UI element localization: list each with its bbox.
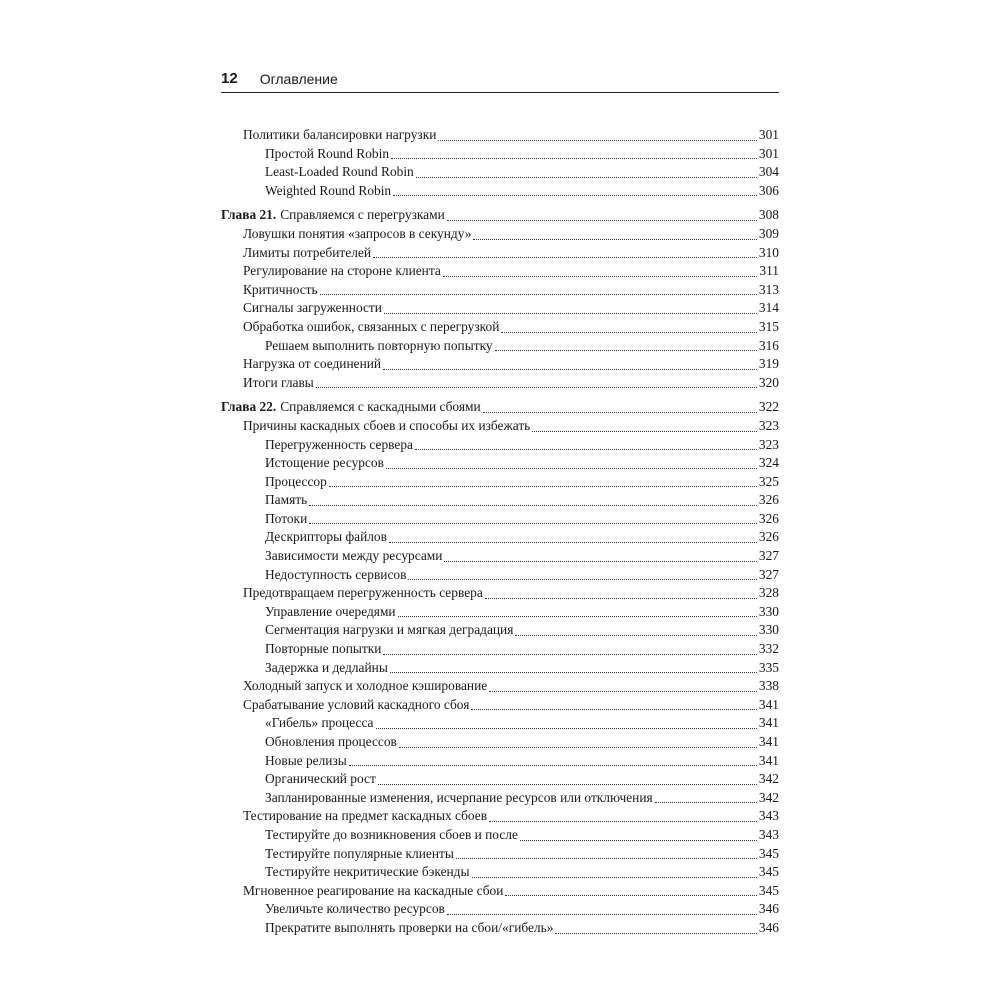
dot-leader: [383, 654, 756, 655]
toc-entry-title: Ловушки понятия «запросов в секунду»: [243, 225, 472, 241]
toc-entry-title: Управление очередями: [265, 603, 396, 619]
toc-entry-page: 324: [758, 455, 779, 471]
dot-leader: [505, 895, 757, 896]
toc-entry-page: 346: [758, 919, 779, 935]
toc-entry-page: 343: [758, 826, 779, 842]
toc-entry-title: Потоки: [265, 510, 308, 526]
dot-leader: [515, 635, 757, 636]
toc-entry-title: Истощение ресурсов: [265, 455, 384, 471]
toc-entry: [221, 547, 779, 566]
dot-leader: [456, 858, 757, 859]
toc-entry-page: 326: [758, 510, 779, 526]
toc-chapter-entry: [221, 206, 779, 225]
dot-leader: [495, 350, 757, 351]
toc-entry-title: Недоступность сервисов: [265, 566, 407, 582]
toc-entry-page: 335: [758, 659, 779, 675]
dot-leader: [393, 195, 757, 196]
dot-leader: [399, 747, 757, 748]
dot-leader: [438, 140, 757, 141]
dot-leader: [373, 257, 757, 258]
toc-entry: [221, 807, 779, 826]
chapter-label: Глава 21.: [221, 207, 277, 223]
toc-entry: [221, 436, 779, 455]
running-title: Оглавление: [259, 71, 338, 87]
dot-leader: [501, 332, 757, 333]
toc-entry: [221, 528, 779, 547]
toc-entry: [221, 244, 779, 263]
toc-entry-page: 346: [758, 901, 779, 917]
toc-entry-title: «Гибель» процесса: [265, 715, 374, 731]
dot-leader: [416, 177, 757, 178]
toc-entry: [221, 374, 779, 393]
table-of-contents: [221, 126, 779, 938]
toc-entry-title: Weighted Round Robin: [265, 182, 392, 198]
dot-leader: [408, 579, 757, 580]
toc-entry: [221, 919, 779, 938]
toc-entry-page: 308: [758, 207, 779, 223]
toc-entry-title: Увеличьте количество ресурсов: [265, 901, 445, 917]
toc-entry: [221, 714, 779, 733]
toc-entry-page: 341: [758, 696, 779, 712]
dot-leader: [485, 598, 757, 599]
toc-entry: [221, 566, 779, 585]
dot-leader: [655, 802, 757, 803]
toc-entry-title: Тестируйте некритические бэкенды: [265, 864, 470, 880]
toc-entry-title: Least-Loaded Round Robin: [265, 164, 414, 180]
toc-entry: [221, 182, 779, 201]
toc-entry: [221, 770, 779, 789]
toc-entry-title: Лимиты потребителей: [243, 244, 371, 260]
toc-entry: [221, 696, 779, 715]
toc-entry-title: Запланированные изменения, исчерпание ресурсов или отключения: [265, 789, 653, 805]
toc-entry-page: 315: [758, 318, 779, 334]
toc-entry-title: Органический рост: [265, 771, 376, 787]
toc-entry-page: 341: [758, 752, 779, 768]
toc-entry-page: 304: [758, 164, 779, 180]
toc-entry-title: Предотвращаем перегруженность сервера: [243, 585, 483, 601]
toc-entry-title: Обработка ошибок, связанных с перегрузкой: [243, 318, 500, 334]
toc-entry: [221, 126, 779, 145]
toc-entry-title: Прекратите выполнять проверки на сбои/«гибель»: [265, 919, 554, 935]
dot-leader: [483, 412, 757, 413]
dot-leader: [444, 561, 756, 562]
dot-leader: [383, 369, 757, 370]
toc-entry-page: 323: [758, 436, 779, 452]
toc-entry: [221, 337, 779, 356]
dot-leader: [376, 728, 757, 729]
toc-entry-page: 327: [758, 566, 779, 582]
toc-entry-title: Перегруженность сервера: [265, 436, 413, 452]
dot-leader: [489, 821, 757, 822]
page-number: 12: [221, 70, 238, 87]
dot-leader: [447, 220, 757, 221]
toc-entry: [221, 659, 779, 678]
toc-entry: [221, 640, 779, 659]
chapter-label: Глава 22.: [221, 399, 277, 415]
dot-leader: [489, 691, 757, 692]
dot-leader: [443, 276, 758, 277]
toc-entry-title: Холодный запуск и холодное кэширование: [243, 678, 488, 694]
toc-chapter-entry: [221, 398, 779, 417]
dot-leader: [532, 431, 757, 432]
toc-entry-title: Новые релизы: [265, 752, 347, 768]
toc-entry-page: 332: [758, 641, 779, 657]
dot-leader: [471, 709, 757, 710]
toc-entry-page: 309: [758, 225, 779, 241]
toc-entry: [221, 882, 779, 901]
toc-entry-title: Тестируйте до возникновения сбоев и после: [265, 826, 518, 842]
toc-entry: [221, 281, 779, 300]
page-header: [221, 66, 779, 93]
toc-entry-page: 338: [758, 678, 779, 694]
toc-entry: [221, 752, 779, 771]
toc-entry: [221, 621, 779, 640]
toc-entry-title: Итоги главы: [243, 374, 314, 390]
toc-entry-page: 319: [758, 356, 779, 372]
toc-entry-title: Задержка и дедлайны: [265, 659, 388, 675]
toc-entry: [221, 417, 779, 436]
toc-entry: [221, 733, 779, 752]
toc-entry: [221, 826, 779, 845]
toc-entry: [221, 225, 779, 244]
toc-entry: [221, 318, 779, 337]
toc-entry-page: 313: [758, 281, 779, 297]
toc-entry: [221, 299, 779, 318]
toc-entry-title: Справляемся с каскадными сбоями: [280, 399, 481, 415]
toc-entry-title: Регулирование на стороне клиента: [243, 263, 441, 279]
toc-entry: [221, 863, 779, 882]
toc-entry: [221, 473, 779, 492]
toc-entry: [221, 603, 779, 622]
toc-entry-page: 342: [758, 789, 779, 805]
toc-entry-title: Нагрузка от соединений: [243, 356, 382, 372]
toc-entry-title: Тестирование на предмет каскадных сбоев: [243, 808, 488, 824]
dot-leader: [309, 523, 757, 524]
toc-entry-title: Обновления процессов: [265, 734, 397, 749]
toc-entry-title: Срабатывание условий каскадного сбоя: [243, 696, 470, 712]
toc-entry-title: Решаем выполнить повторную попытку: [265, 337, 493, 353]
toc-entry: [221, 491, 779, 510]
dot-leader: [309, 505, 757, 506]
dot-leader: [349, 765, 757, 766]
toc-entry: [221, 355, 779, 374]
toc-entry-page: 326: [758, 492, 779, 508]
toc-entry-page: 323: [758, 417, 779, 433]
toc-entry-page: 320: [758, 374, 779, 390]
toc-entry: [221, 145, 779, 164]
dot-leader: [329, 486, 757, 487]
toc-entry: [221, 262, 779, 281]
toc-entry-page: 301: [758, 145, 779, 161]
toc-entry-page: 327: [758, 548, 779, 564]
toc-entry: [221, 163, 779, 182]
toc-entry-title: Тестируйте популярные клиенты: [265, 845, 454, 861]
toc-entry-page: 301: [758, 127, 779, 142]
toc-entry-page: 325: [758, 473, 779, 489]
dot-leader: [386, 468, 757, 469]
dot-leader: [415, 449, 757, 450]
toc-entry-page: 342: [758, 771, 779, 787]
toc-entry-title: Зависимости между ресурсами: [265, 548, 443, 564]
toc-entry-title: Дескрипторы файлов: [265, 529, 387, 545]
toc-entry-title: Простой Round Robin: [265, 145, 390, 161]
toc-entry-page: 310: [758, 244, 779, 260]
dot-leader: [555, 933, 756, 934]
toc-entry-page: 343: [758, 808, 779, 824]
toc-entry-page: 306: [758, 182, 779, 198]
toc-entry: [221, 510, 779, 529]
dot-leader: [472, 877, 757, 878]
toc-entry: [221, 789, 779, 808]
dot-leader: [316, 387, 757, 388]
toc-entry: [221, 584, 779, 603]
toc-entry-page: 322: [758, 399, 779, 415]
toc-entry-page: 341: [758, 715, 779, 731]
toc-entry-page: 345: [758, 882, 779, 898]
toc-entry-page: 345: [758, 864, 779, 880]
dot-leader: [447, 914, 757, 915]
toc-entry-title: Сигналы загруженности: [243, 300, 382, 316]
toc-entry-title: Сегментация нагрузки и мягкая деградация: [265, 622, 514, 638]
toc-entry-page: 341: [758, 734, 779, 749]
toc-entry-page: 330: [758, 622, 779, 638]
toc-entry-page: 311: [759, 263, 779, 279]
dot-leader: [320, 294, 757, 295]
dot-leader: [378, 784, 757, 785]
toc-entry-page: 326: [758, 529, 779, 545]
toc-entry-page: 330: [758, 603, 779, 619]
toc-entry-page: 345: [758, 845, 779, 861]
toc-entry-title: Политики балансировки нагрузки: [243, 127, 437, 142]
toc-entry-title: Критичность: [243, 281, 318, 297]
dot-leader: [391, 158, 757, 159]
toc-entry-page: 316: [758, 337, 779, 353]
toc-entry: [221, 900, 779, 919]
dot-leader: [473, 239, 756, 240]
toc-entry-title: Процессор: [265, 473, 327, 489]
dot-leader: [389, 542, 757, 543]
toc-entry-title: Причины каскадных сбоев и способы их избежать: [243, 417, 531, 433]
dot-leader: [398, 616, 757, 617]
toc-entry-title: Справляемся с перегрузками: [280, 207, 445, 223]
dot-leader: [390, 672, 757, 673]
dot-leader: [384, 313, 757, 314]
toc-entry: [221, 677, 779, 696]
dot-leader: [520, 840, 757, 841]
toc-entry-title: Память: [265, 492, 308, 508]
toc-entry-page: 328: [758, 585, 779, 601]
toc-entry: [221, 454, 779, 473]
toc-entry-title: Повторные попытки: [265, 641, 382, 657]
toc-entry-title: Мгновенное реагирование на каскадные сбои: [243, 882, 504, 898]
toc-entry: [221, 845, 779, 864]
toc-entry-page: 314: [758, 300, 779, 316]
